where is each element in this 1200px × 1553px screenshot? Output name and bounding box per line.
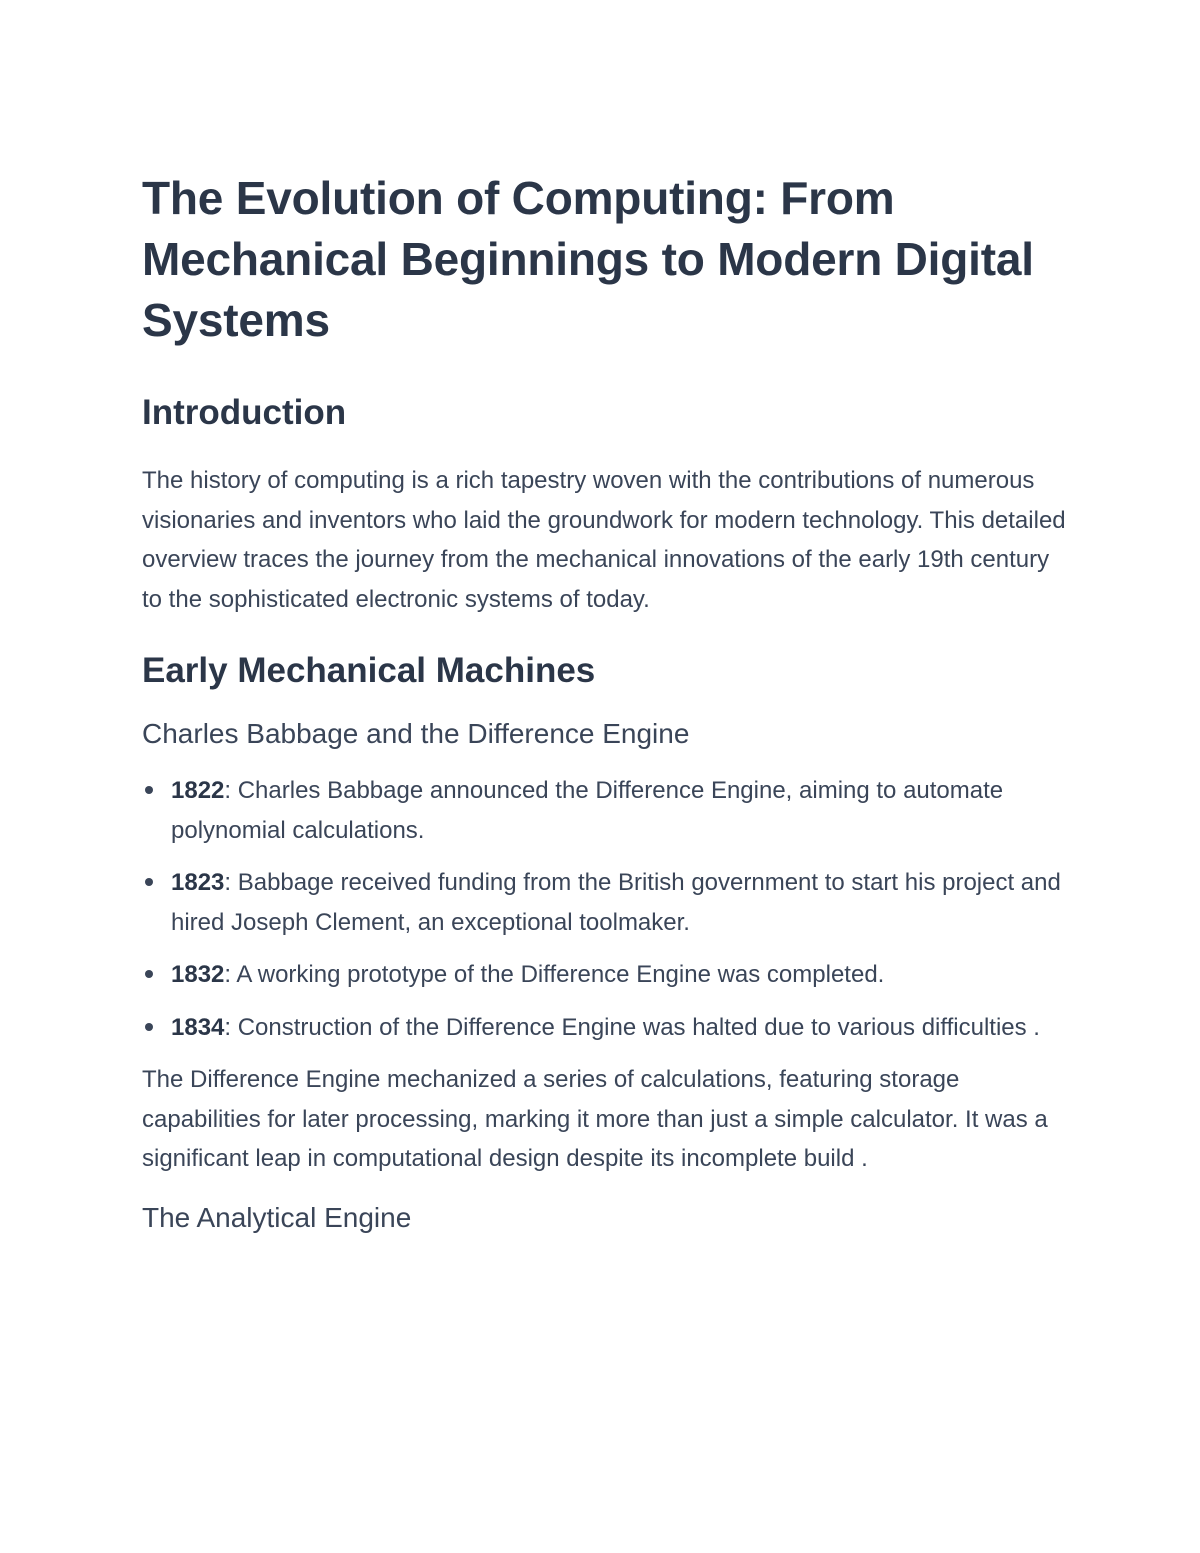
timeline-year: 1834 xyxy=(171,1013,225,1041)
difference-engine-summary: The Difference Engine mechanized a series of calculations, featuring storage capabilities for later processing, marking it more than just a simple calculator. It was a significant leap in computational design despite its incomplete build . xyxy=(142,1066,1048,1172)
list-item xyxy=(142,955,1072,995)
analytical-engine-heading: The Analytical Engine xyxy=(142,1201,412,1233)
early-machines-heading: Early Mechanical Machines xyxy=(142,651,596,690)
bullet-icon xyxy=(145,786,153,794)
list-item xyxy=(142,771,1072,850)
timeline-text: : Charles Babbage announced the Difference Engine, aiming to automate polynomial calculations. xyxy=(171,777,1004,844)
bullet-icon xyxy=(145,878,153,886)
timeline-text: : Babbage received funding from the British government to start his project and hired Joseph Clement, an exceptional toolmaker. xyxy=(171,869,1061,936)
document-page xyxy=(142,168,1072,1237)
introduction-paragraph: The history of computing is a rich tapestry woven with the contributions of numerous visionaries and inventors who laid the groundwork for modern technology. This detailed overview traces the journey from the mechanical innovations of the early 19th century to the sophisticated electronic systems of today. xyxy=(142,467,1066,613)
babbage-heading: Charles Babbage and the Difference Engine xyxy=(142,718,690,749)
timeline-year: 1823 xyxy=(171,869,225,896)
timeline-year: 1832 xyxy=(171,961,225,988)
document-title: The Evolution of Computing: From Mechanical Beginnings to Modern Digital Systems xyxy=(142,172,1034,346)
timeline-text: : A working prototype of the Difference Engine was completed. xyxy=(224,961,885,988)
timeline-text: : Construction of the Difference Engine was halted due to various difficulties . xyxy=(224,1013,1040,1041)
timeline-list xyxy=(142,771,1072,1047)
introduction-heading: Introduction xyxy=(142,393,347,432)
timeline-year: 1822 xyxy=(171,777,225,804)
list-item xyxy=(142,1008,1072,1048)
bullet-icon xyxy=(145,970,153,978)
bullet-icon xyxy=(145,1023,153,1031)
list-item xyxy=(142,863,1072,942)
